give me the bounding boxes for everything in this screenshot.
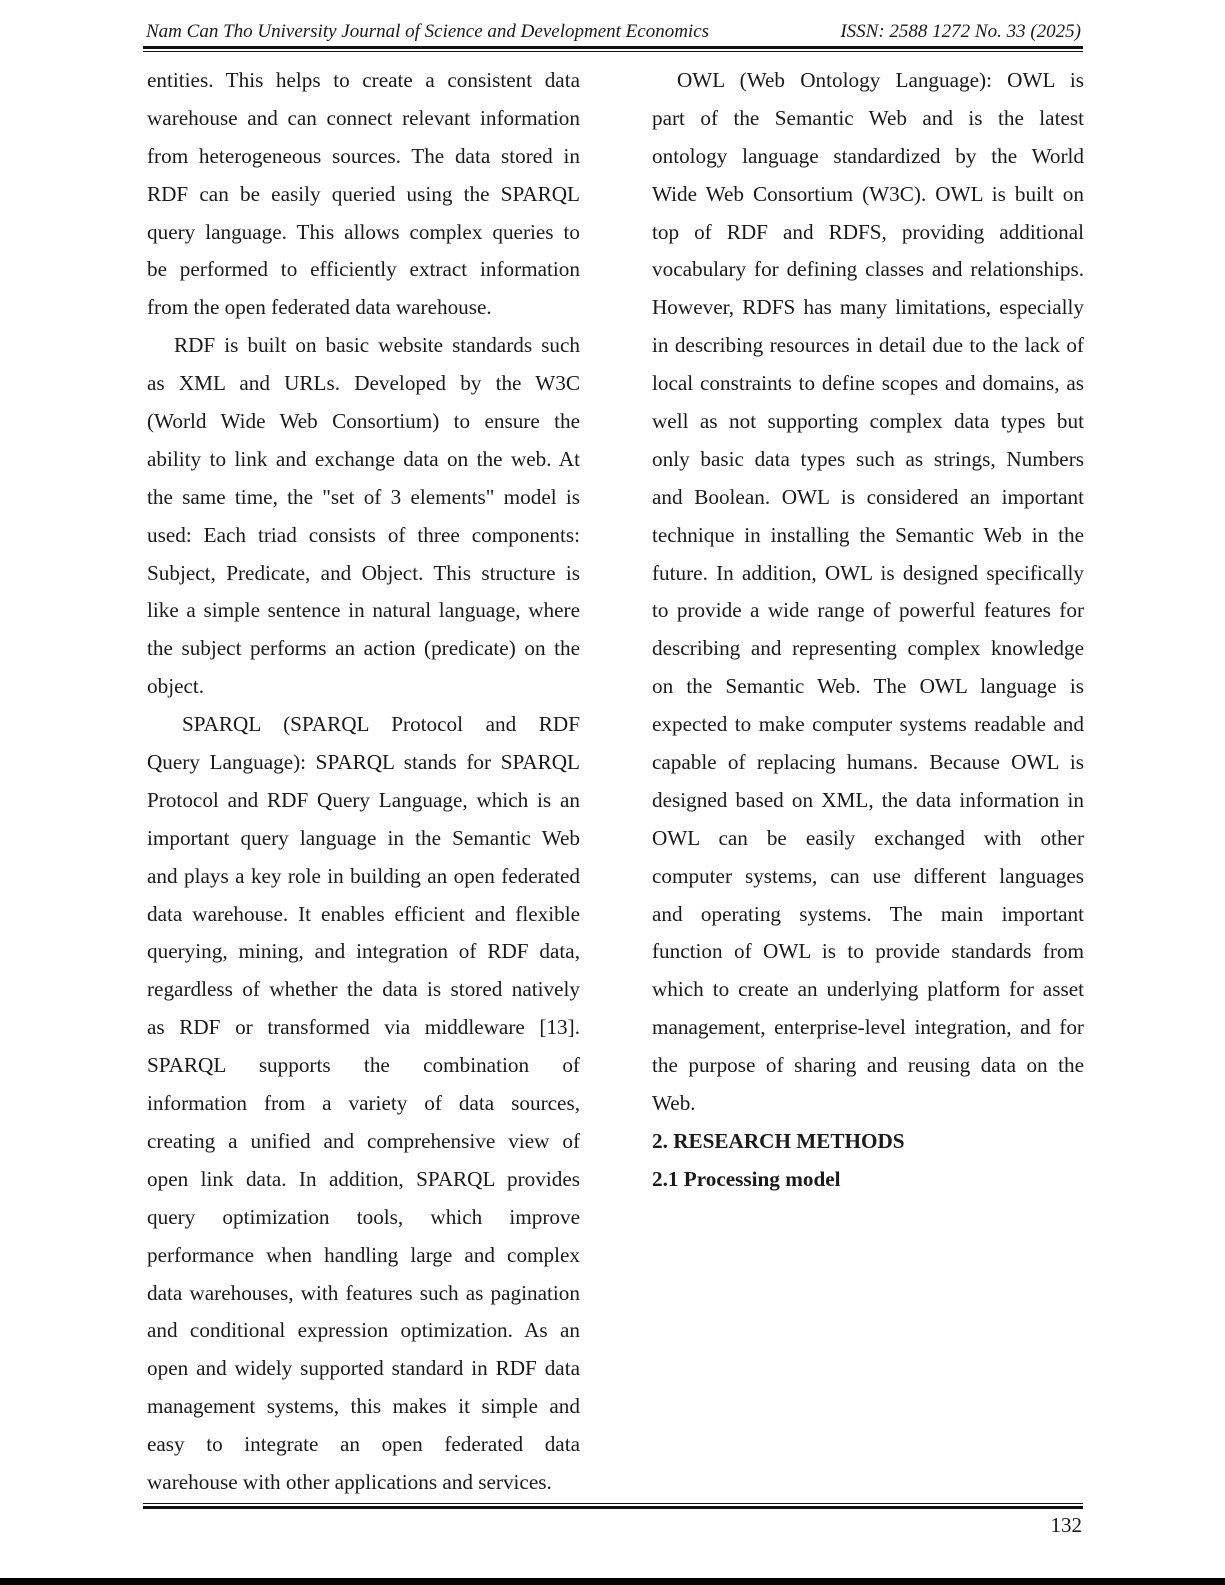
text-line: RDF is built on basic website standards such [174,333,580,358]
text-line: from the open federated data warehouse. [147,295,492,320]
text-line: capable of replacing humans. Because OWL is [652,750,1084,775]
text-line: Protocol and RDF Query Language, which is an [147,787,580,812]
text-line: top of RDF and RDFS, providing additional [652,219,1084,244]
text-line: ability to link and exchange data on the web. At [147,446,580,471]
text-line: performance when handling large and complex [147,1242,580,1267]
text-line: SPARQL (SPARQL Protocol and RDF [182,712,580,737]
text-line: the same time, the "set of 3 elements" model is [147,484,580,509]
text-line: query optimization tools, which improve [147,1204,580,1229]
text-line: (World Wide Web Consortium) to ensure the [147,409,580,434]
text-line: designed based on XML, the data information in [652,787,1084,812]
issn-issue: ISSN: 2588 1272 No. 33 (2025) [840,21,1081,42]
text-line: technique in installing the Semantic Web in the [652,522,1084,547]
header-rule-thick [143,46,1083,49]
text-line: be performed to efficiently extract information [147,257,580,282]
text-line: describing and representing complex knowledge [652,636,1084,661]
text-line: Web. [652,1091,696,1116]
text-line: OWL can be easily exchanged with other [652,825,1084,850]
text-line: SPARQL supports the combination of [147,1053,580,1078]
text-line: and conditional expression optimization. As an [147,1318,580,1343]
text-line: which to create an underlying platform for asset [652,977,1084,1002]
text-line: information from a variety of data sources, [147,1091,580,1116]
text-line: data warehouse. It enables efficient and flexible [147,901,580,926]
text-line: and operating systems. The main important [652,901,1084,926]
text-line: Subject, Predicate, and Object. This structure is [147,560,580,585]
text-line: expected to make computer systems readable and [652,712,1084,737]
right-column [652,62,1084,1199]
footer-rule-thin [143,1503,1083,1504]
text-line: regardless of whether the data is stored natively [147,977,580,1002]
text-line: RDF can be easily queried using the SPARQL [147,181,580,206]
text-line: as RDF or transformed via middleware [13]. [147,1015,580,1040]
text-line: important query language in the Semantic Web [147,825,580,850]
text-line: function of OWL is to provide standards from [652,939,1084,964]
text-line: However, RDFS has many limitations, especially [652,295,1084,320]
text-line: management systems, this makes it simple and [147,1394,580,1419]
text-line: open link data. In addition, SPARQL provides [147,1166,580,1191]
text-line: from heterogeneous sources. The data stored in [147,143,580,168]
text-line: creating a unified and comprehensive view of [147,1128,580,1153]
subsection-heading: 2.1 Processing model [652,1166,841,1191]
text-line: like a simple sentence in natural language, where [147,598,580,623]
text-line: Query Language): SPARQL stands for SPARQL [147,750,580,775]
text-line: on the Semantic Web. The OWL language is [652,674,1084,699]
text-line: warehouse and can connect relevant information [147,105,580,130]
text-line: future. In addition, OWL is designed specifically [652,560,1084,585]
text-line: used: Each triad consists of three components: [147,522,580,547]
text-line: query language. This allows complex queries to [147,219,580,244]
text-line: easy to integrate an open federated data [147,1432,580,1457]
text-line: local constraints to define scopes and domains, as [652,371,1084,396]
text-line: ontology language standardized by the World [652,143,1084,168]
text-line: and Boolean. OWL is considered an important [652,484,1084,509]
text-line: as XML and URLs. Developed by the W3C [147,371,580,396]
text-line: management, enterprise-level integration, and for [652,1015,1084,1040]
text-line: in describing resources in detail due to the lack of [652,333,1084,358]
left-column [147,62,580,1502]
header-rule-thin [143,51,1083,52]
text-line: OWL (Web Ontology Language): OWL is [677,68,1084,92]
text-line: computer systems, can use different languages [652,863,1084,888]
text-line: vocabulary for defining classes and relationships. [652,257,1084,282]
running-header [146,18,1081,46]
text-line: open and widely supported standard in RDF data [147,1356,580,1381]
section-heading: 2. RESEARCH METHODS [652,1128,905,1153]
text-line: to provide a wide range of powerful features for [652,598,1084,623]
page-bottom-edge [0,1578,1225,1585]
text-line: warehouse with other applications and services. [147,1469,552,1494]
journal-title: Nam Can Tho University Journal of Science and Development Economics [146,21,710,42]
text-line: data warehouses, with features such as pagination [147,1280,580,1305]
text-line: the subject performs an action (predicate) on the [147,636,580,661]
text-line: entities. This helps to create a consistent data [147,68,580,92]
page-number: 132 [1050,1513,1082,1537]
text-line: and plays a key role in building an open federated [147,863,580,888]
text-line: only basic data types such as strings, Numbers [652,446,1084,471]
text-line: object. [147,674,205,699]
text-line: well as not supporting complex data types but [652,409,1084,434]
text-line: part of the Semantic Web and is the latest [652,105,1084,130]
footer-rule-thick [143,1506,1083,1509]
text-line: the purpose of sharing and reusing data on the [652,1053,1084,1078]
text-line: querying, mining, and integration of RDF data, [147,939,580,964]
text-line: Wide Web Consortium (W3C). OWL is built on [652,181,1084,206]
